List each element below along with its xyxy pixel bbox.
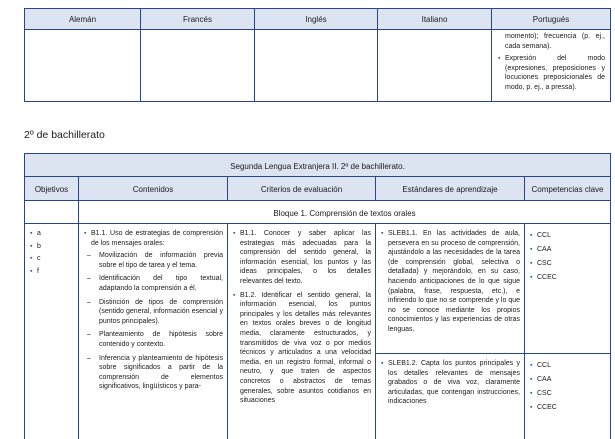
- criterio-item: ▪ B1.2. Identificar el sentido general, la información esencial, los puntos principales y los detalles más relevantes en textos orales breves o de longitud media, claramente estructurados, y transmitidos de viva voz o por medios técnicos y articulados a una velocidad media, en un registro formal, informal o neutro, y que traten de aspectos concretos o abstractos de temas generales, sobre asuntos cotidianos en situaciones: [233, 291, 371, 406]
- competencia-item: ▪ CAA: [530, 243, 607, 257]
- contenidos-item: – Identificación del tipo textual, adaptando la comprensión a él.: [84, 274, 223, 293]
- portugues-line-2: ▪ Expresión del modo (expresiones, preposiciones y locuciones preposicionales de modo, p. ej., a pressa).: [498, 54, 605, 92]
- block-title: Bloque 1. Comprensión de textos orales: [78, 200, 611, 224]
- estandar-item: ▪ SLEB1.1. En las actividades de aula, persevera en su proceso de comprensión, ajustándolo a las necesidades de la tarea (de comprensión global, selectiva o detallada) y mejorándolo, en su caso, haciendo anticipaciones de lo que sigue (palabra, frase, respuesta, etc.), e infiriendo lo que no se comprende y lo que no se conoce mediante los propios conocimientos y las experiencias de otras lenguas.: [381, 229, 520, 335]
- cell-frances: [140, 29, 255, 102]
- competencia-item: ▪ CSC: [530, 387, 607, 401]
- header-aleman: Alemán: [24, 8, 141, 30]
- header-competencias: Competencias clave: [524, 176, 611, 201]
- estandar-item: ▪ SLEB1.2. Capta los puntos principales y los detalles relevantes de mensajes grabados o de viva voz, claramente articuladas, que contengan instrucciones, indicaciones: [381, 359, 520, 407]
- competencia-item: ▪ CCL: [530, 229, 607, 243]
- header-objetivos: Objetivos: [24, 176, 79, 201]
- objetivo-item: ▪ b: [30, 242, 75, 252]
- objetivo-item: ▪ a: [30, 229, 75, 239]
- competencia-item: ▪ CCL: [530, 359, 607, 373]
- header-criterios: Criterios de evaluación: [227, 176, 376, 201]
- competencia-item: ▪ CAA: [530, 373, 607, 387]
- header-ingles: Inglés: [254, 8, 378, 30]
- contenidos-cell: [78, 223, 228, 439]
- competencias-cell-2: [524, 353, 611, 439]
- portugues-line-1: momento); frecuencia (p. ej., cada semana).: [505, 33, 605, 50]
- competencia-item: ▪ CSC: [530, 257, 607, 271]
- contenidos-item: – Distinción de tipos de comprensión (sentido general, información esencial y puntos principales).: [84, 298, 223, 327]
- criterios-cell: [227, 223, 376, 439]
- header-italiano: Italiano: [377, 8, 492, 30]
- section-title: 2º de bachillerato: [24, 129, 105, 141]
- contenidos-item: – Inferencia y planteamiento de hipótesis sobre significados a partir de la comprensión de elementos significativos, lingüísticos y para-: [84, 354, 223, 392]
- header-contenidos: Contenidos: [78, 176, 228, 201]
- competencias-cell-1: [524, 223, 611, 354]
- cell-ingles: [254, 29, 378, 102]
- objetivos-cell: [24, 223, 79, 439]
- main-table-title: Segunda Lengua Extranjera II. 2º de bachillerato.: [24, 153, 611, 177]
- cell-aleman: [24, 29, 141, 102]
- header-frances: Francés: [140, 8, 255, 30]
- contenidos-item: – Movilización de información previa sobre el tipo de tarea y el tema.: [84, 251, 223, 270]
- criterio-item: ▪ B1.1. Conocer y saber aplicar las estrategias más adecuadas para la comprensión del sentido general, la información esencial, los puntos y las ideas principales, o los detalles relevantes del texto.: [233, 229, 371, 287]
- cell-portugues: [491, 29, 611, 102]
- cell-italiano: [377, 29, 492, 102]
- competencia-item: ▪ CCEC: [530, 401, 607, 415]
- objetivos-spacer: [24, 200, 79, 224]
- contenidos-intro: ▪ B1.1. Uso de estrategias de comprensión de los mensajes orales:: [84, 229, 223, 248]
- header-portugues: Portugués: [491, 8, 611, 30]
- estandar-cell-1: [375, 223, 525, 354]
- competencia-item: ▪ CCEC: [530, 271, 607, 285]
- objetivo-item: ▪ f: [30, 267, 75, 277]
- header-estandares: Estándares de aprendizaje: [375, 176, 525, 201]
- contenidos-item: – Planteamiento de hipótesis sobre contenido y contexto.: [84, 330, 223, 349]
- estandar-cell-2: [375, 353, 525, 439]
- objetivo-item: ▪ c: [30, 254, 75, 264]
